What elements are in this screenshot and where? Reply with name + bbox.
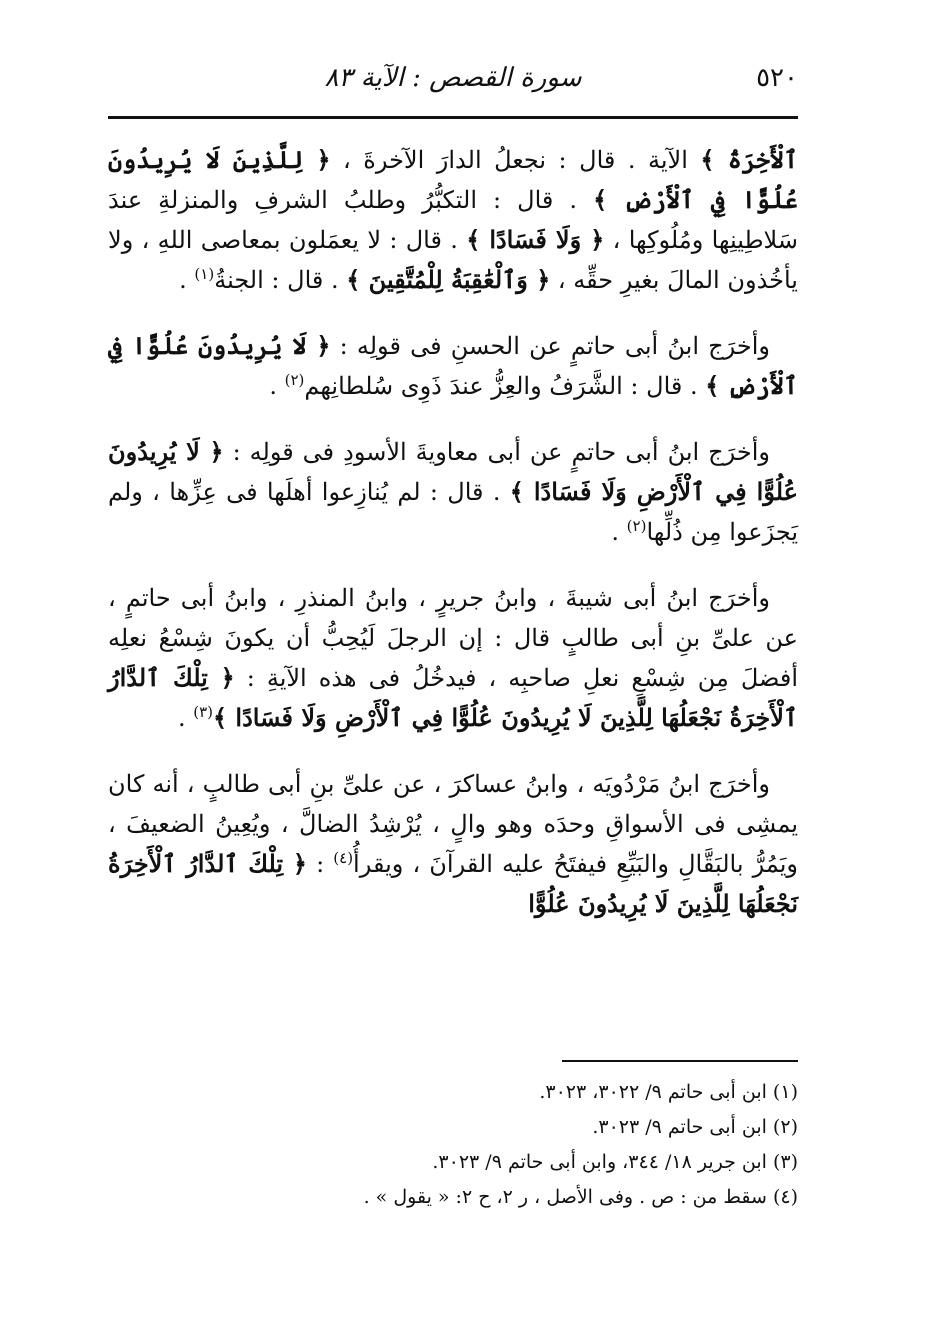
paragraph-text: . [269, 372, 285, 400]
paragraph-text: . قال : التكبُّرُ وطلبُ الشرفِ والمنزلةِ عندَ سَلاطِينِها ومُلُوكِها ، [108, 186, 798, 254]
page-number: ٥٢٠ [756, 63, 798, 93]
paragraph [108, 140, 798, 300]
paragraph-text: . قال : لم يُنازِعوا أهلَها فى عِزِّها ، ولم يَجزَعوا مِن ذُلِّها [108, 478, 798, 546]
quran-quote: ﴿ وَٱلْعَٰقِبَةُ لِلْمُتَّقِينَ ﴾ [346, 265, 551, 294]
paragraph-text: الآية . قال : نجعلُ الدارَ الآخرةَ ، [330, 146, 701, 174]
paragraph [108, 764, 798, 924]
paragraph-text: . قال : لا يعمَلون بمعاصى اللهِ ، ولا يأخُذون المالَ بغيرِ حقِّه ، [108, 226, 798, 294]
quran-quote: ﴿ تِلْكَ ٱلدَّارُ ٱلْأَخِرَةُ نَجْعَلُهَا لِلَّذِينَ لَا يُرِيدُونَ عُلُوًّا فِي ٱلْأَرْضِ وَلَا فَسَادًا ﴾ [108, 663, 798, 732]
page-header [108, 58, 798, 110]
quran-quote: ﴿ لَا يُرِيدُونَ عُلُوًّا فِي ٱلْأَرْضِ وَلَا فَسَادًا ﴾ [108, 437, 798, 506]
footnote: (١) ابن أبى حاتم ٩/ ٣٠٢٢، ٣٠٢٣. [539, 1081, 798, 1103]
quran-quote: ﴿ لَا يُرِيدُونَ عُلُوًّا فِي ٱلْأَرْضِ ﴾ [108, 331, 798, 400]
paragraph-text: . [177, 704, 194, 732]
quran-quote: ﴿ تِلْكَ ٱلدَّارُ ٱلْأَخِرَةُ نَجْعَلُهَا لِلَّذِينَ لَا يُرِيدُونَ عُلُوًّا [108, 849, 798, 918]
footnote-separator [562, 1060, 798, 1062]
footnote-reference: (٤) [333, 849, 354, 867]
body-text [108, 140, 798, 950]
paragraph-text: : [307, 850, 334, 878]
quran-quote: ﴿ وَلَا فَسَادًا ﴾ [466, 225, 605, 254]
paragraph-text: . قال : الشَّرَفُ والعِزُّ عندَ ذَوِى سُلطانِهم [304, 372, 706, 400]
paragraph [108, 432, 798, 552]
paragraph-text: . [611, 518, 627, 546]
quran-quote: ﴿ لِلَّذِينَ لَا يُرِيدُونَ عُلُوًّا فِي ٱلْأَرْضِ ﴾ [108, 145, 798, 214]
paragraph-text: وأخرَج ابنُ أبى حاتمٍ عن أبى معاويةَ الأسودِ فى قولِه : [223, 438, 770, 466]
paragraph [108, 326, 798, 406]
footnote: (٣) ابن جرير ١٨/ ٣٤٤، وابن أبى حاتم ٩/ ٣٠٢٣. [432, 1151, 798, 1173]
quran-quote: ٱلْأَخِرَةُ ﴾ [700, 145, 799, 174]
paragraph-text: . قال : الجنةُ [214, 266, 347, 294]
footnote-reference: (١) [194, 265, 215, 283]
paragraph-text: وأخرَج ابنُ أبى شيبةَ ، وابنُ جريرٍ ، وابنُ المنذرِ ، وابنُ أبى حاتمٍ ، عن علىِّ بنِ أبى طالبٍ قال : إن الرجلَ لَيُحِبُّ أن يكونَ شِسْعُ نعلِه أفضلَ مِن شِسْعِ نعلِ صاحبِه ، فيدخُلُ فى هذه الآيةِ : [108, 584, 798, 692]
footnote: (٢) ابن أبى حاتم ٩/ ٣٠٢٣. [592, 1116, 798, 1138]
paragraph [108, 578, 798, 738]
footnote: (٤) سقط من : ص . وفى الأصل ، ر ٢، ح ٢: « يقول » . [363, 1186, 798, 1208]
footnotes [142, 1076, 798, 1216]
paragraph-text: وأخرَج ابنُ أبى حاتمٍ عن الحسنِ فى قولِه : [330, 332, 770, 360]
paragraph-text: وأخرَج ابنُ مَرْدُويَه ، وابنُ عساكرَ ، عن علىِّ بنِ أبى طالبٍ ، أنه كان يمشِى فى الأسواقِ وحدَه وهو والٍ ، يُرْشِدُ الضالَّ ، ويُعِينُ الضعيفَ ، ويَمُرُّ بالبَقَّالِ والبَيِّعِ فيفتَحُ عليه القرآنَ ، ويقرأُ [108, 770, 798, 878]
header-rule [108, 116, 798, 119]
paragraph-text: . [179, 266, 195, 294]
footnote-reference: (٢) [626, 517, 647, 535]
running-title: سورة القصص : الآية ٨٣ [324, 63, 582, 93]
footnote-reference: (٣) [193, 703, 213, 721]
footnote-reference: (٢) [284, 371, 305, 389]
